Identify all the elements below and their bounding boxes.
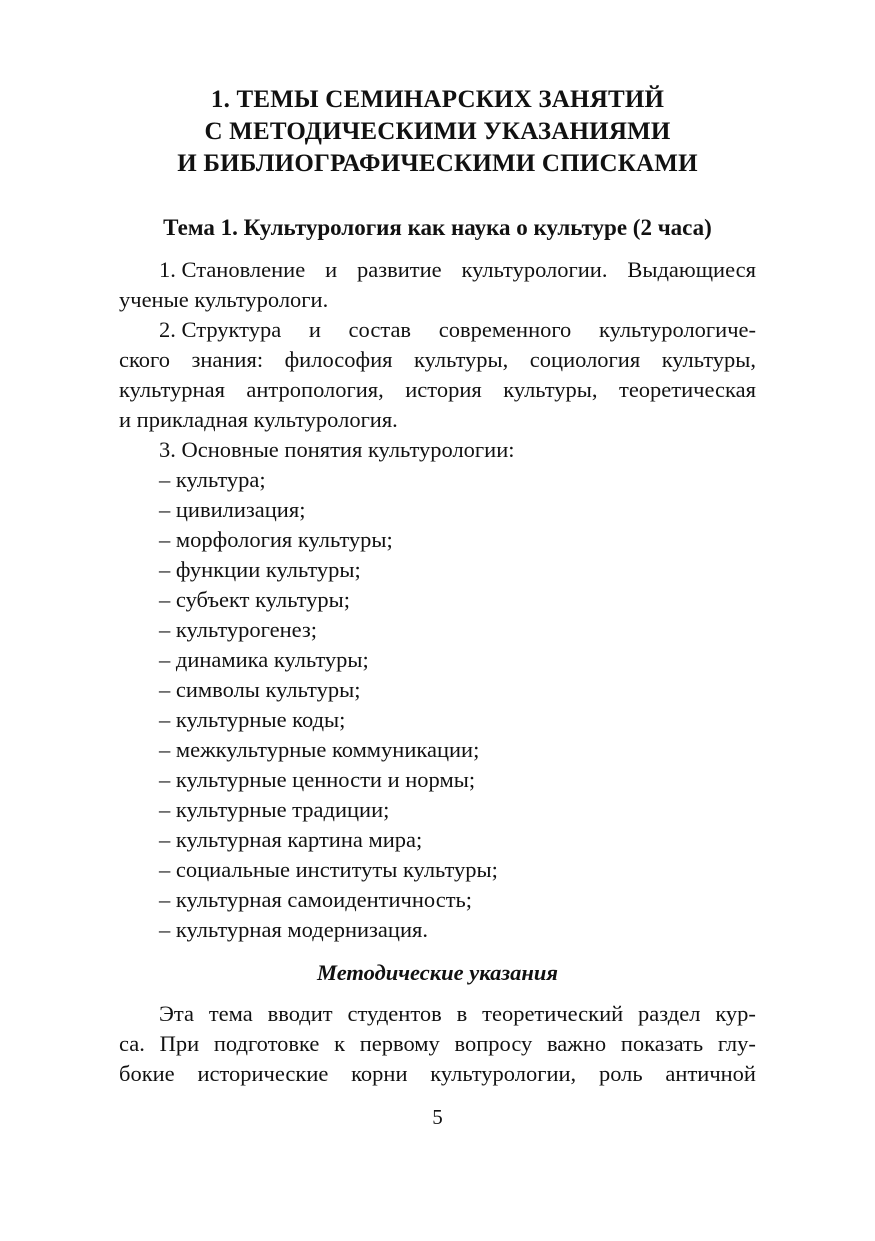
- word: в: [456, 1001, 468, 1026]
- word: корни: [351, 1061, 408, 1086]
- chapter-title-line: И БИБЛИОГРАФИЧЕСКИМИ СПИСКАМИ: [177, 150, 698, 177]
- concept-list-item: – культура;: [159, 467, 266, 492]
- word: состав: [348, 317, 412, 342]
- topic-content: [119, 255, 756, 945]
- concept-list-item: – культурная картина мира;: [159, 827, 423, 852]
- concept-list-item: – культурные традиции;: [159, 797, 390, 822]
- word: ского: [119, 347, 170, 372]
- concept-list-item: – символы культуры;: [159, 677, 361, 702]
- word: философия: [284, 347, 393, 372]
- word: са.: [119, 1031, 145, 1056]
- word: и: [325, 257, 338, 282]
- word: к: [334, 1031, 345, 1056]
- word: студентов: [347, 1001, 442, 1026]
- methodical-line3: [119, 1059, 756, 1089]
- concept-list-item: – культурные ценности и нормы;: [159, 767, 476, 792]
- chapter-title-line: 1. ТЕМЫ СЕМИНАРСКИХ ЗАНЯТИЙ: [210, 86, 665, 113]
- methodical-line2: [119, 1029, 756, 1059]
- concept-list-item: – динамика культуры;: [159, 647, 369, 672]
- word: 2. Структура: [159, 317, 282, 342]
- word: бокие: [119, 1061, 175, 1086]
- word: Выдающиеся: [627, 257, 756, 282]
- concept-list-item: – субъект культуры;: [159, 587, 351, 612]
- word: подготовке: [213, 1031, 320, 1056]
- word: показать: [620, 1031, 704, 1056]
- word: роль: [598, 1061, 643, 1086]
- concept-list-item: – социальные институты культуры;: [159, 857, 498, 882]
- word: раздел: [638, 1001, 701, 1026]
- item2-line2: [119, 345, 756, 375]
- methodical-heading: Методические указания: [317, 960, 558, 985]
- word: развитие: [357, 257, 442, 282]
- item2-line3: [119, 375, 756, 405]
- concept-list-item: – культурные коды;: [159, 707, 346, 732]
- word: культурологии.: [461, 257, 608, 282]
- topic-heading: Тема 1. Культурология как наука о культуре (2 часа): [163, 215, 712, 240]
- word: культуры,: [413, 347, 509, 372]
- word: антропология,: [246, 377, 384, 402]
- concept-list-item: – морфология культуры;: [159, 527, 393, 552]
- item3-intro: 3. Основные понятия культурологии:: [159, 437, 515, 462]
- item2-line4: и прикладная культурология.: [119, 407, 398, 432]
- word: культуры,: [661, 347, 756, 372]
- word: глу-: [717, 1031, 756, 1056]
- word: культуры,: [503, 377, 598, 402]
- methodical-line1: [119, 999, 756, 1029]
- word: исторические: [197, 1061, 329, 1086]
- word: Эта: [159, 1001, 194, 1026]
- concept-list-item: – культурогенез;: [159, 617, 318, 642]
- concept-list-item: – функции культуры;: [159, 557, 361, 582]
- word: важно: [546, 1031, 607, 1056]
- word: культурологиче-: [598, 317, 756, 342]
- word: кур-: [715, 1001, 756, 1026]
- chapter-title: [0, 84, 875, 180]
- word: современного: [438, 317, 572, 342]
- concept-list-item: – цивилизация;: [159, 497, 306, 522]
- word: 1. Становление: [159, 257, 306, 282]
- concept-list-item: – культурная самоидентичность;: [159, 887, 473, 912]
- word: При: [159, 1031, 200, 1056]
- word: культурологии,: [430, 1061, 577, 1086]
- item1-line1: [119, 255, 756, 285]
- methodical-paragraph: [119, 999, 756, 1089]
- word: античной: [665, 1061, 756, 1086]
- word: вводит: [267, 1001, 333, 1026]
- word: культурная: [119, 377, 225, 402]
- chapter-title-line: С МЕТОДИЧЕСКИМИ УКАЗАНИЯМИ: [204, 118, 671, 145]
- word: первому: [359, 1031, 440, 1056]
- item2-line1: [119, 315, 756, 345]
- word: теоретическая: [618, 377, 756, 402]
- word: и: [308, 317, 321, 342]
- word: социология: [529, 347, 641, 372]
- word: тема: [208, 1001, 253, 1026]
- word: вопросу: [454, 1031, 533, 1056]
- word: знания:: [191, 347, 264, 372]
- word: теоретический: [482, 1001, 624, 1026]
- word: история: [405, 377, 482, 402]
- concept-list-item: – межкультурные коммуникации;: [159, 737, 480, 762]
- concept-list-item: – культурная модернизация.: [159, 917, 428, 942]
- page-number: 5: [432, 1105, 443, 1129]
- item1-line2: ученые культурологи.: [119, 287, 329, 312]
